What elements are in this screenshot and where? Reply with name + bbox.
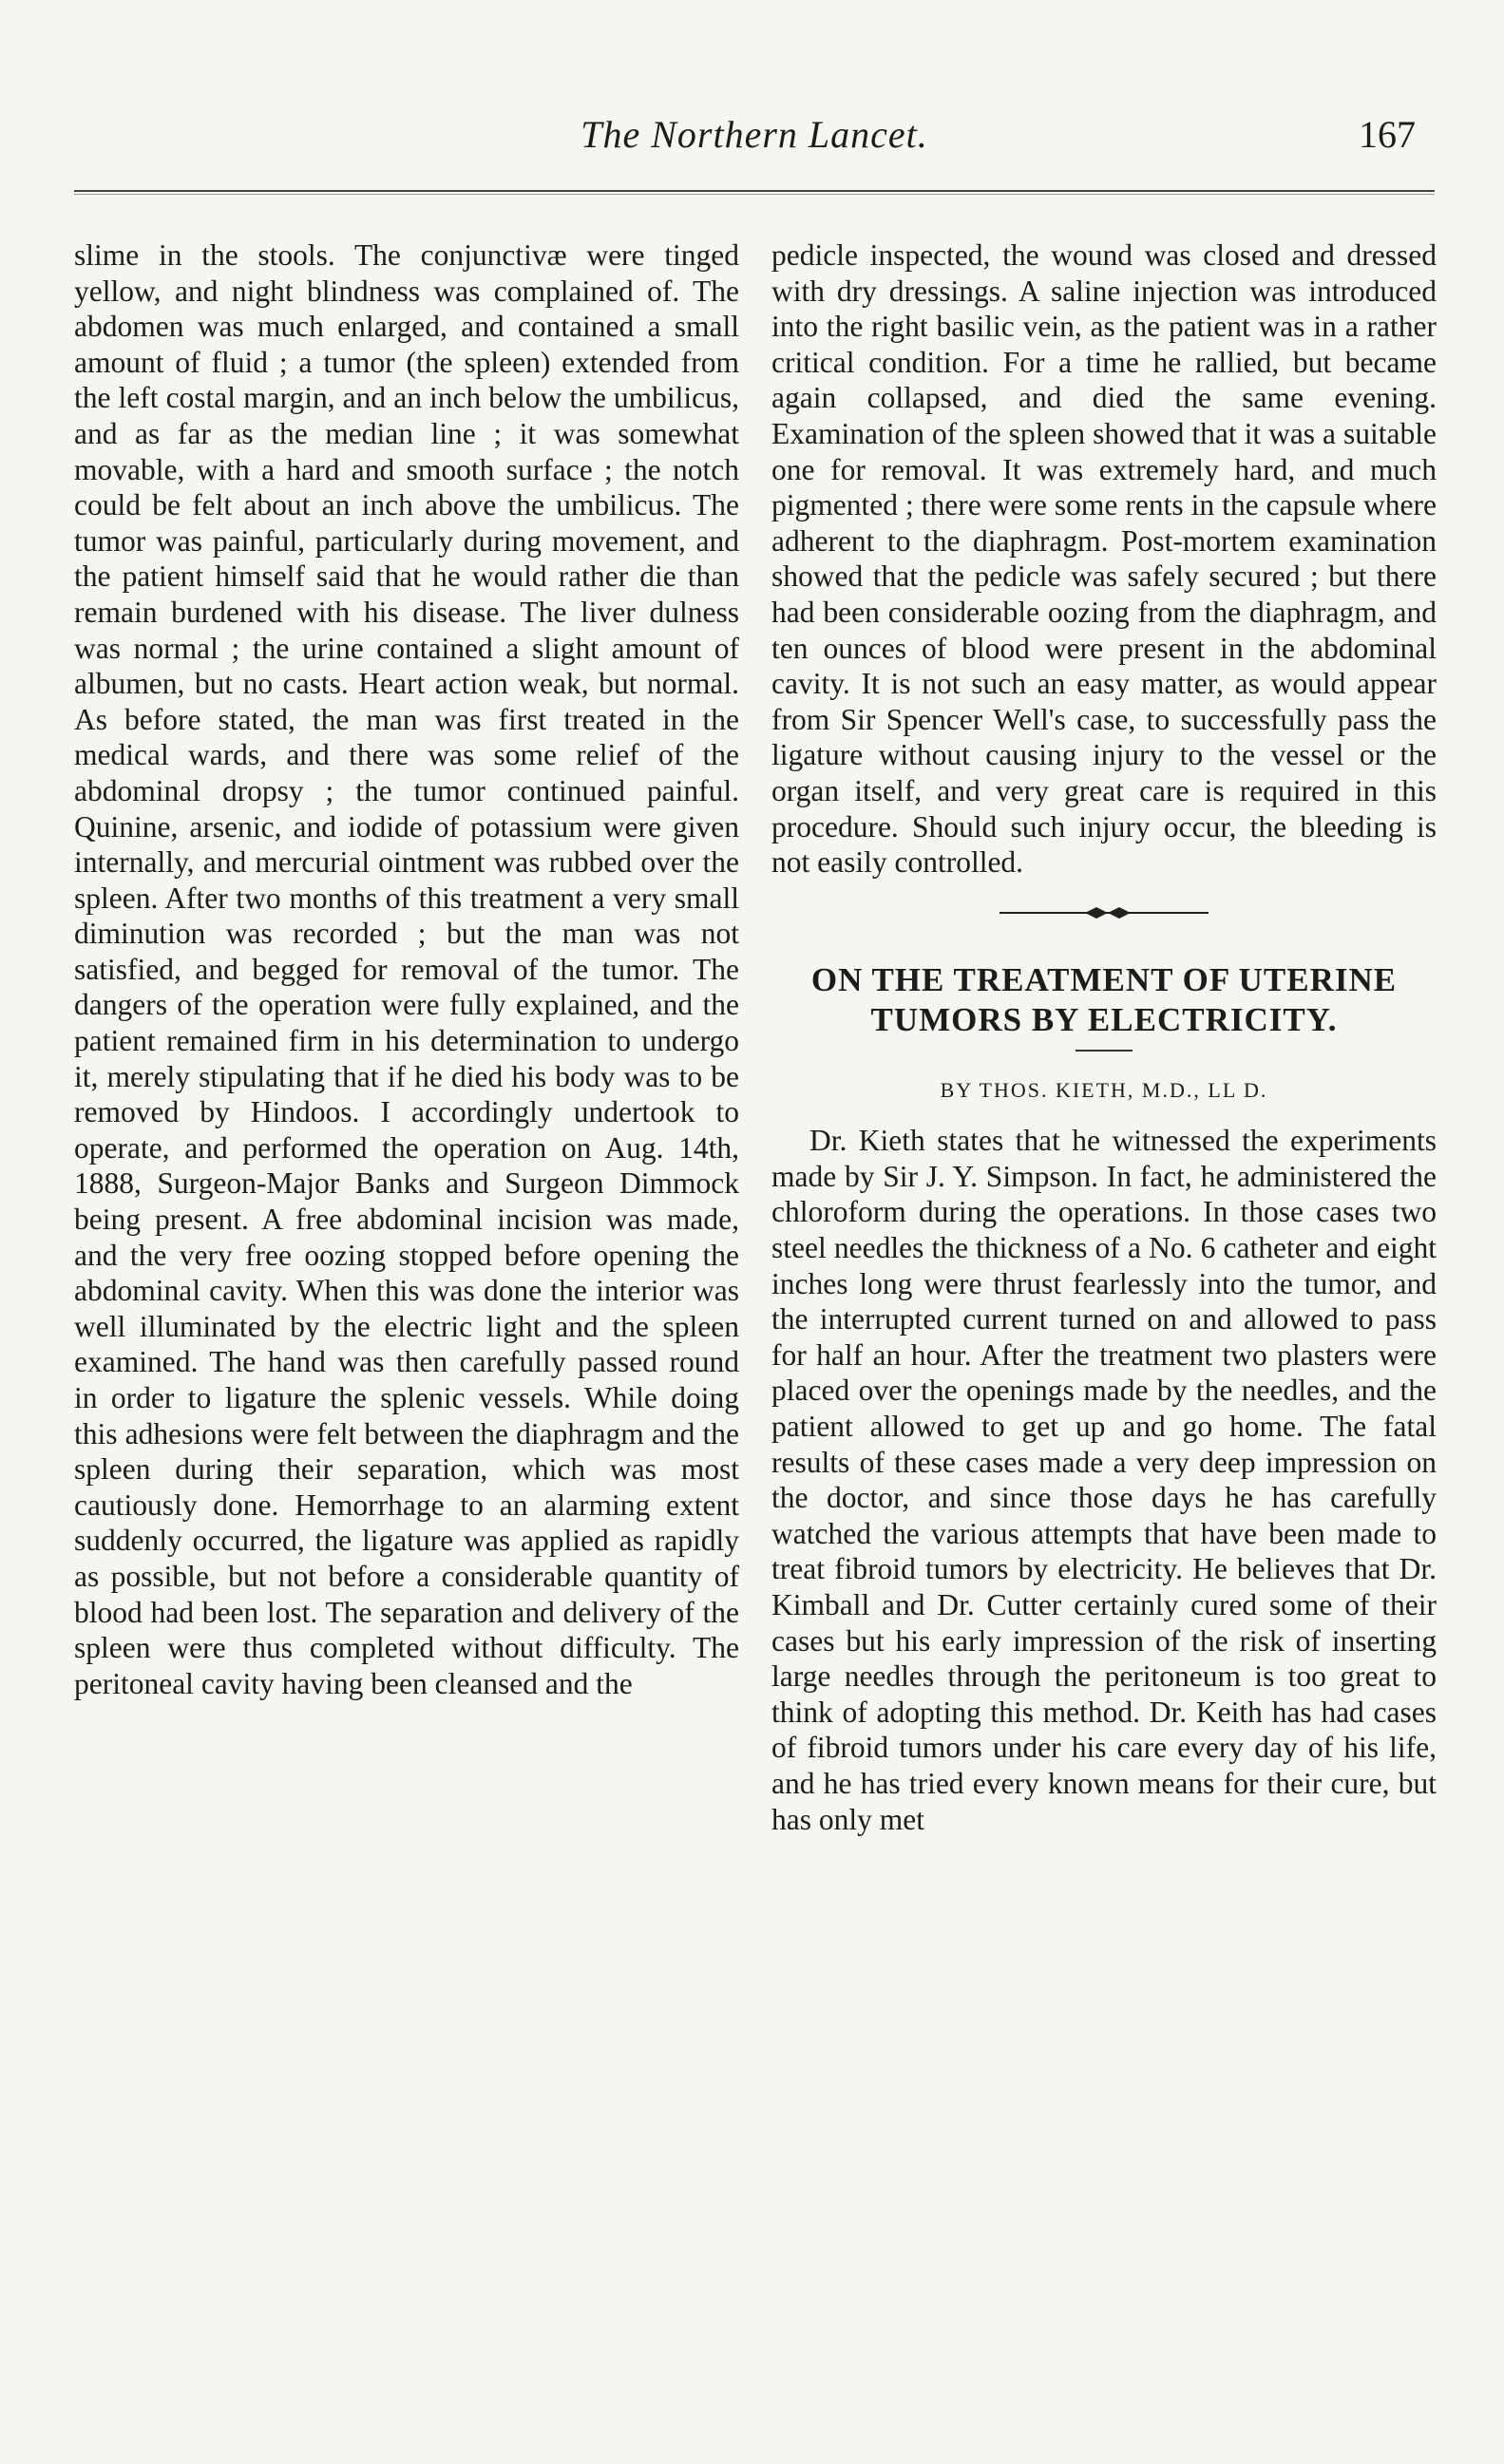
section-ornament bbox=[990, 901, 1218, 924]
running-title: The Northern Lancet. bbox=[581, 113, 928, 156]
title-rule bbox=[1076, 1050, 1133, 1052]
page-number: 167 bbox=[1359, 113, 1416, 156]
left-column-text: slime in the stools. The conjunctivæ were tinged yellow, and night blindness was complained of. The abdomen was much enlarged, and contained a small amount of fluid ; a tumor (the spleen) extended from the left costal margin, and an inch below the umbilicus, and as far as the median line ; it was somewhat movable, with a hard and smooth surface ; the notch could be felt about an inch above the umbilicus. The tumor was painful, particularly during movement, and the patient himself said that he would rather die than remain burdened with his disease. The liver dulness was normal ; the urine contained a slight amount of albumen, but no casts. Heart action weak, but normal. As before stated, the man was first treated in the medical wards, and there was some relief of the abdominal dropsy ; the tumor continued painful. Quinine, arsenic, and iodide of potassium were given internally, and mercurial ointment was rubbed over the spleen. After two months of this treatment a very small diminution was recorded ; but the man was not satisfied, and begged for removal of the tumor. The dangers of the operation were fully explained, and the patient remained firm in his determination to undergo it, merely stipulating that if he died his body was to be removed by Hindoos. I accordingly undertook to operate, and performed the operation on Aug. 14th, 1888, Surgeon-Major Banks and Surgeon Dimmock being present. A free abdominal incision was made, and the very free oozing stopped before opening the abdominal cavity. When this was done the interior was well illuminated by the electric light and the spleen examined. The hand was then carefully passed round in order to ligature the splenic vessels. While doing this adhesions were felt between the diaphragm and the spleen during their separation, which was most cautiously done. Hemorrhage to an alarming extent suddenly occurred, the ligature was applied as rapidly as possible, but not before a considerable quantity of blood had been lost. The separation and delivery of the spleen were thus completed without difficulty. The peritoneal cavity having been cleansed and the bbox=[74, 238, 739, 1700]
page-header bbox=[74, 112, 1435, 169]
left-column bbox=[74, 237, 739, 1701]
byline: BY THOS. KIETH, M.D., LL D. bbox=[940, 1077, 1268, 1102]
header-rule bbox=[74, 190, 1435, 195]
article-body: Dr. Kieth states that he witnessed the experiments made by Sir J. Y. Simpson. In fact, he administered the chloroform during the operations. In those cases two steel needles the thickness of a No. 6 catheter and eight inches long were thrust fearlessly into the tumor, and the interrupted current turned on and allowed to pass for half an hour. After the treatment two plasters were placed over the openings made by the needles, and the patient allowed to get up and go home. The fatal results of these cases made a very deep impression on the doctor, and since those days he has carefully watched the various attempts that have been made to treat fibroid tumors by electricity. He believes that Dr. Kimball and Dr. Cutter certainly cured some of their cases but his early impression of the risk of inserting large needles through the peritoneum is too great to think of adopting this method. Dr. Keith has had cases of fibroid tumors under his care every day of his life, and he has tried every known means for their cure, but has only met bbox=[771, 1124, 1437, 1836]
article-title: ON THE TREATMENT OF UTERINE TUMORS BY ELECTRICITY. bbox=[810, 960, 1398, 1038]
right-column-continuation: pedicle inspected, the wound was closed and dressed with dry dressings. A saline injection was introduced into the right basilic vein, as the patient was in a rather critical condition. For a time he rallied, but became again collapsed, and died the same evening. Examination of the spleen showed that it was a suitable one for removal. It was extremely hard, and much pigmented ; there were some rents in the capsule where adherent to the diaphragm. Post-mortem examination showed that the pedicle was safely secured ; but there had been considerable oozing from the diaphragm, and ten ounces of blood were present in the abdominal cavity. It is not such an easy matter, as would appear from Sir Spencer Well's case, to successfully pass the ligature without causing injury to the vessel or the organ itself, and very great care is required in this procedure. Should such injury occur, the bleeding is not easily controlled. bbox=[771, 238, 1437, 880]
right-column bbox=[771, 237, 1437, 1837]
